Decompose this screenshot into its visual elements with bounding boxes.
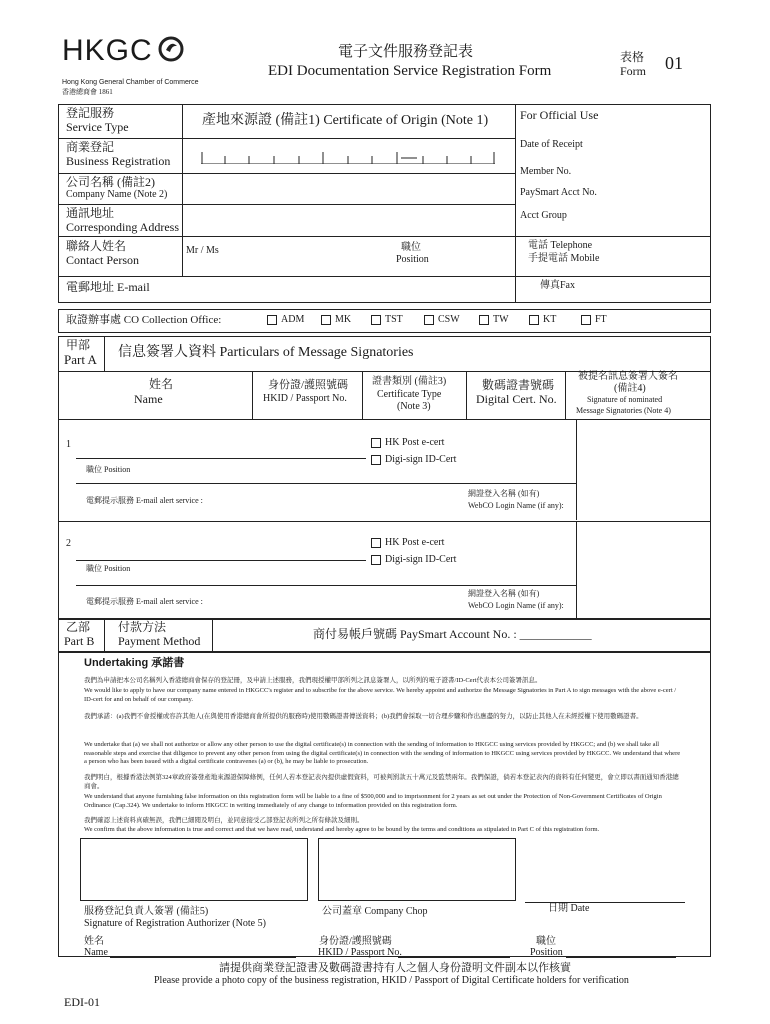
footer-note-zh: 請提供商業登記證書及數碼證書持有人之個人身份證明文件副本以作核實 [219,962,571,974]
row-2-position: 職位 Position [86,564,131,573]
company-chop-box[interactable] [318,838,516,901]
business-registration-zh: 商業登記 [66,140,115,154]
row-1-number: 1 [66,439,71,450]
name-label-zh: 姓名 [84,936,104,947]
part-a-label-en: Part A [64,352,97,367]
address-input[interactable] [186,207,511,234]
undertaking-p1-zh: 我們為申請把本公司名稱列入香港總商會保存的登記冊，及申請上述服務，我們現授權甲部所列之訊息簽署人，以所列的電子證書/ID-Cert代表本公司簽署訊息。 [84,677,542,684]
row-1-position: 職位 Position [86,465,131,474]
position-label-en: Position [530,947,563,958]
undertaking-p2-en: We undertake that (a) we shall not authorize or allow any other person to use the digital certificate(s) in connection with the sending of information to HKGCC using services provided by HKGCC; and (b) we shall take all reasonable steps and exercise that diligence to prevent any other person from using the digital certificate(s) in connection with the sending of information to HKGCC using services provided by HKGCC. We understand that where a person who has been issued with a digital certificate contravenes (a) or (b), he may be liable to prosecution. [84,741,681,765]
telephone-label: 電話 Telephone [528,240,593,251]
collection-office-label: 取證辦事處 CO Collection Office: [66,314,222,326]
logo-text: HKGC [62,34,153,67]
paysmart-account-field[interactable]: 商付易帳戶號碼 PaySmart Account No. : ____________ [313,627,592,641]
office-tw-checkbox[interactable]: TW [479,314,509,325]
col-sig-note: (備註4) [614,383,646,394]
row-2-login-zh: 網證登入名稱 (如有) [468,589,540,598]
company-name-en: Company Name (Note 2) [66,189,168,200]
address-zh: 通訊地址 [66,206,115,220]
row-2-login-en: WebCO Login Name (if any): [468,601,564,610]
form-code: EDI-01 [64,995,100,1009]
col-sig-en1: Signature of nominated [587,395,663,404]
part-a-title: 信息簽署人資料 Particulars of Message Signatories [118,345,414,360]
authorizer-signature-en: Signature of Registration Authorizer (Note 5) [84,918,266,929]
form-label-zh: 表格 [620,50,645,64]
col-name-en: Name [134,392,163,406]
row-1-login-en: WebCO Login Name (if any): [468,501,564,510]
form-title-en: EDI Documentation Service Registration Form [268,63,552,79]
row-2-number: 2 [66,538,71,549]
undertaking-title: Undertaking 承諾書 [84,657,185,669]
col-cert-note: (Note 3) [397,401,431,412]
position-zh: 職位 [401,242,421,253]
position-en: Position [396,254,429,265]
col-cert-zh: 證書類別 (備註3) [372,376,447,387]
fax-label: 傳真Fax [540,280,575,291]
official-acct-group: Acct Group [520,210,567,221]
undertaking-p2-zh: 我們承諾：(a)我們不會授權或容許其他人(在與使用香港總商會所提供的服務時)使用數碼證書傳送資料；(b)我們會採取一切合理步驟和作出應盡的努力，以防止其他人在未經授權下使用數碼證書。 [84,713,643,720]
row-1-alert: 電郵提示服務 E-mail alert service : [86,496,203,505]
office-mk-checkbox[interactable]: MK [321,314,351,325]
undertaking-p3-zh: 我們明白，根據香港法例第324章政府簽發產地來源證保障條例，任何人若本登記表內提供虛假資料，可被判罰款五十萬元及監禁兩年。我們保證，倘若本登記表內的資料有任何變更，會立即以書面通知香港總商會。 [84,774,679,790]
col-sig-zh: 被提名訊息簽署人簽名 [578,371,678,382]
part-a-label-zh: 甲部 [66,338,91,352]
row-2-hkpost-checkbox[interactable]: HK Post e-cert [371,537,444,548]
collection-office-options [267,314,707,328]
official-use-title: For Official Use [520,108,599,122]
form-number: 01 [665,53,683,73]
logo-emblem-icon [158,36,184,62]
row-1-login-zh: 網證登入名稱 (如有) [468,489,540,498]
mobile-label: 手提電話 Mobile [528,253,600,264]
authorizer-signature-zh: 服務登記負責人簽署 (備註5) [84,906,209,917]
part-b-label-en: Part B [64,634,95,648]
col-digital-zh: 數碼證書號碼 [482,378,555,392]
signature-box[interactable] [80,838,308,901]
col-cert-en: Certificate Type [377,389,442,400]
service-type-value: 產地來源證 (備註1) Certificate of Origin (Note 1) [202,113,489,128]
part-b-title-en: Payment Method [118,634,201,648]
contact-title-value[interactable]: Mr / Ms [186,245,219,256]
office-ft-checkbox[interactable]: FT [581,314,607,325]
form-title-zh: 電子文件服務登記表 [338,44,474,60]
office-csw-checkbox[interactable]: CSW [424,314,460,325]
row-2-digisign-checkbox[interactable]: Digi-sign ID-Cert [371,554,456,565]
business-registration-input[interactable] [201,151,495,163]
address-en: Corresponding Address [66,220,179,234]
org-name-en: Hong Kong General Chamber of Commerce [62,79,199,86]
official-date-of-receipt: Date of Receipt [520,139,583,150]
row-2-alert: 電郵提示服務 E-mail alert service : [86,597,203,606]
official-member-no: Member No. [520,166,572,177]
col-sig-en2: Message Signatories (Note 4) [576,406,671,415]
col-id-zh: 身份證/護照號碼 [268,379,349,391]
office-adm-checkbox[interactable]: ADM [267,314,304,325]
row-1-hkpost-checkbox[interactable]: HK Post e-cert [371,437,444,448]
company-name-input[interactable] [186,176,511,202]
position-label-zh: 職位 [536,936,556,947]
date-label: 日期 Date [548,903,590,914]
office-tst-checkbox[interactable]: TST [371,314,403,325]
undertaking-p1-en: We would like to apply to have our company name entered in HKGCC's register and to subscribe for the above service. We hereby appoint and authorize the Message Signatories in Part A to sign messages with the above e-cert / ID-cert for and on behalf of our company. [84,687,677,703]
undertaking-p4-en: We confirm that the above information is true and correct and that we have read, understand and hereby agree to be bound by the terms and conditions as stipulated in Part C of this registration form. [84,826,600,833]
contact-person-zh: 聯絡人姓名 [66,239,127,253]
org-name-zh: 香港總商會 1861 [62,88,113,96]
undertaking-p3-en: We understand that anyone furnishing false information on this registration form will be liable to a fine of $500,000 and to imprisonment for 2 years as set out under the Protection of Non-Government Certificates of Origin Ordinance (Cap.324). We undertake to inform HKGCC in writing immediately of any change to information provided on this registration form. [84,793,662,809]
form-label-en: Form [620,64,647,78]
company-chop-label: 公司蓋章 Company Chop [322,906,428,917]
official-paysmart-acct: PaySmart Acct No. [520,187,597,198]
office-kt-checkbox[interactable]: KT [529,314,556,325]
col-id-en: HKID / Passport No. [263,393,347,404]
col-digital-en: Digital Cert. No. [476,392,557,406]
hkid-label-en: HKID / Passport No. [318,947,402,958]
service-type-en: Service Type [66,120,129,134]
footer-note-en: Please provide a photo copy of the business registration, HKID / Passport of Digital Certificate holders for verification [154,975,629,986]
company-name-zh: 公司名稱 (備註2) [66,175,155,189]
part-b-label-zh: 乙部 [66,620,91,634]
contact-person-en: Contact Person [66,253,139,267]
part-b-title-zh: 付款方法 [118,620,167,634]
row-1-digisign-checkbox[interactable]: Digi-sign ID-Cert [371,454,456,465]
undertaking-p4-zh: 我們確認上述資料真確無誤，我們已細閱及明白，並同意接受乙部登記表所列之所有條款及細則。 [84,817,364,824]
name-label-en: Name [84,947,108,958]
hkid-label-zh: 身份證/護照號碼 [319,936,392,947]
business-registration-en: Business Registration [66,154,171,168]
service-type-zh: 登記服務 [66,106,115,120]
email-label: 電郵地址 E-mail [66,280,150,294]
col-name-zh: 姓名 [149,377,174,391]
